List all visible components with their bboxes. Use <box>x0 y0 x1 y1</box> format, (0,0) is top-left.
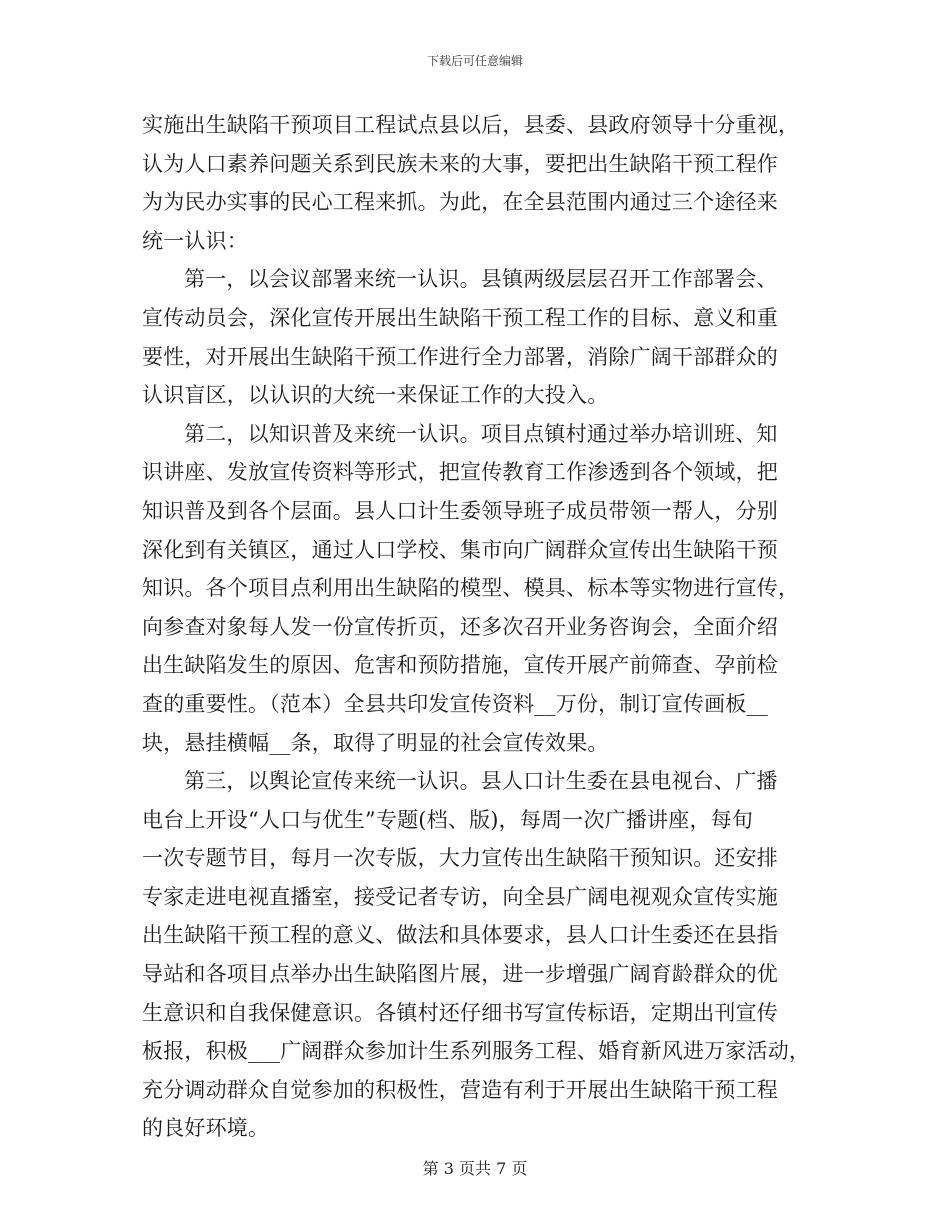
body-text-line: 实施出生缺陷干预项目工程试点县以后，县委、县政府领导十分重视， <box>142 113 800 137</box>
body-text-line: 块，悬挂横幅__条，取得了明显的社会宣传效果。 <box>142 730 609 755</box>
body-text-line: 宣传动员会，深化宣传开展出生缺陷干预工程工作的目标、意义和重 <box>142 305 778 330</box>
body-text-line: 一次专题节目，每月一次专版，大力宣传出生缺陷干预知识。还安排 <box>142 846 778 871</box>
body-text-line: 认为人口素养问题关系到民族未来的大事，要把出生缺陷干预工程作 <box>142 151 778 176</box>
page-header: 下载后可任意编辑 <box>426 54 523 68</box>
body-text-line: 统一认识： <box>142 228 248 253</box>
body-text-line: 第二，以知识普及来统一认识。项目点镇村通过举办培训班、知 <box>184 421 778 446</box>
body-text-line: 充分调动群众自觉参加的积极性，营造有利于开展出生缺陷干预工程 <box>142 1077 778 1102</box>
body-text-line: 向参查对象每人发一份宣传折页，还多次召开业务咨询会，全面介绍 <box>142 614 778 639</box>
body-text-line: 生意识和自我保健意识。各镇村还仔细书写宣传标语，定期出刊宣传 <box>142 1000 778 1025</box>
body-text-line: 为为民办实事的民心工程来抓。为此，在全县范围内通过三个途径来 <box>142 190 778 215</box>
body-text-line: 要性，对开展出生缺陷干预工作进行全力部署，消除广阔干部群众的 <box>142 344 778 369</box>
body-text-line: 的良好环境。 <box>142 1116 270 1141</box>
body-text-line: 板报，积极___广阔群众参加计生系列服务工程、婚育新风进万家活动， <box>142 1039 811 1064</box>
body-text-line: 第一，以会议部署来统一认识。县镇两级层层召开工作部署会、 <box>184 267 778 292</box>
body-text-line: 第三，以舆论宣传来统一认识。县人口计生委在县电视台、广播 <box>184 769 778 794</box>
body-text-line: 出生缺陷发生的原因、危害和预防措施，宣传开展产前筛查、孕前检 <box>142 653 778 678</box>
body-text-line: 认识盲区，以认识的大统一来保证工作的大投入。 <box>142 383 609 408</box>
body-text-line: 导站和各项目点举办出生缺陷图片展，进一步增强广阔育龄群众的优 <box>142 962 778 987</box>
body-text-line: 专家走进电视直播室，接受记者专访，向全县广阔电视观众宣传实施 <box>142 884 778 909</box>
body-text-line: 查的重要性。（范本）全县共印发宣传资料__万份，制订宣传画板__ <box>142 691 768 716</box>
body-text-line: 知识。各个项目点利用出生缺陷的模型、模具、标本等实物进行宣传， <box>142 576 800 601</box>
page-number-footer: 第 3 页共 7 页 <box>422 1159 528 1178</box>
body-text-line: 知识普及到各个层面。县人口计生委领导班子成员带领一帮人，分别 <box>142 498 778 523</box>
body-text-line: 识讲座、发放宣传资料等形式，把宣传教育工作渗透到各个领域，把 <box>142 460 778 485</box>
body-text-line: 电台上开设“人口与优生”专题(档、版)，每周一次广播讲座，每旬 <box>142 807 754 832</box>
body-text-line: 出生缺陷干预工程的意义、做法和具体要求，县人口计生委还在县指 <box>142 923 778 948</box>
document-body <box>142 106 822 1148</box>
body-text-line: 深化到有关镇区，通过人口学校、集市向广阔群众宣传出生缺陷干预 <box>142 537 778 562</box>
